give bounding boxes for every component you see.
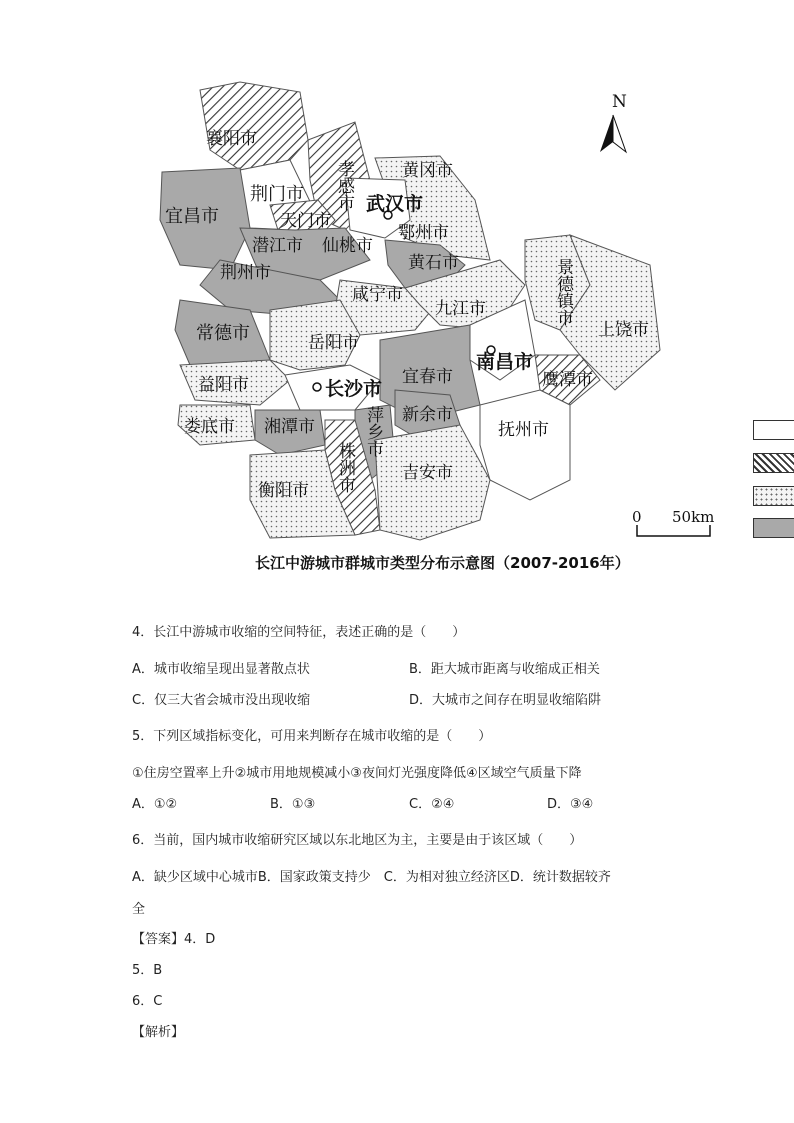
q4-stem: 4．长江中游城市收缩的空间特征，表述正确的是（ ）	[132, 625, 466, 640]
label-yichang: 宜昌市	[165, 206, 219, 227]
legend-hatch	[753, 453, 794, 473]
q4-option-c: C．仅三大省会城市没出现收缩	[132, 693, 311, 708]
city-type-map	[140, 60, 794, 580]
label-loudi: 娄底市	[184, 417, 235, 437]
answer-5: 5．B	[132, 963, 163, 978]
legend-gray	[753, 518, 794, 538]
label-huanggang: 黄冈市	[402, 161, 453, 181]
label-xiantao: 仙桃市	[322, 236, 373, 256]
label-wuhan: 武汉市	[366, 193, 424, 215]
label-tianmen: 天门市	[280, 211, 331, 231]
label-jian: 吉安市	[402, 463, 453, 483]
label-zhuzhou: 株洲市	[335, 442, 355, 493]
q5-stem: 5．下列区域指标变化，可用来判断存在城市收缩的是（ ）	[132, 729, 492, 744]
q5-items: ①住房空置率上升②城市用地规模减小③夜间灯光强度降低④区域空气质量下降	[132, 766, 582, 781]
scale-zero: 0	[632, 508, 642, 526]
q4-option-b: B．距大城市距离与收缩成正相关	[409, 662, 600, 677]
answer-label: 【答案】4．D	[132, 932, 216, 947]
q6-stem: 6．当前，国内城市收缩研究区域以东北地区为主，主要是由于该区域（ ）	[132, 833, 583, 848]
label-jingdezhen: 景德镇市	[553, 258, 573, 326]
label-jingmen: 荆门市	[250, 184, 304, 205]
scale-label: 50km	[672, 508, 715, 526]
q5-option-a: A．①②	[132, 797, 178, 812]
analysis-label: 【解析】	[132, 1025, 185, 1040]
answer-6: 6．C	[132, 994, 163, 1009]
label-jiujiang: 九江市	[435, 299, 486, 319]
region-xiangyang	[200, 82, 308, 170]
q6-options-wrap: 全	[132, 902, 146, 917]
label-fuzhou: 抚州市	[498, 420, 549, 440]
label-hengyang: 衡阳市	[258, 481, 309, 501]
q5-option-b: B．①③	[270, 797, 316, 812]
label-ezhou: 鄂州市	[398, 223, 449, 243]
q5-option-c: C．②④	[409, 797, 455, 812]
label-shangrao: 上饶市	[598, 320, 649, 340]
label-pingxiang: 萍乡市	[363, 406, 383, 457]
label-changde: 常德市	[196, 323, 250, 344]
label-xiangtan: 湘潭市	[264, 417, 315, 437]
q5-option-d: D．③④	[547, 797, 594, 812]
label-changsha: 长沙市	[325, 378, 383, 400]
label-xiangyang: 襄阳市	[206, 129, 257, 149]
map-figure	[140, 60, 794, 560]
scale-bar	[637, 525, 710, 536]
changsha-marker	[313, 383, 321, 391]
legend-white	[753, 420, 794, 440]
label-nanchang: 南昌市	[476, 351, 534, 373]
q4-option-a: A．城市收缩呈现出显著散点状	[132, 662, 310, 677]
label-yingtan: 鹰潭市	[542, 370, 593, 390]
label-yueyang: 岳阳市	[308, 333, 359, 353]
label-jingzhou: 荆州市	[220, 263, 271, 283]
legend-dots	[753, 486, 794, 506]
region-fuzhou	[480, 390, 570, 500]
map-caption: 长江中游城市群城市类型分布示意图（2007-2016年）	[255, 554, 630, 572]
north-label: N	[612, 92, 627, 112]
q4-option-d: D．大城市之间存在明显收缩陷阱	[409, 693, 602, 708]
label-xinyu: 新余市	[402, 405, 453, 425]
label-xiaogan: 孝感市	[334, 160, 354, 211]
label-yiyang: 益阳市	[198, 375, 249, 395]
label-qianjiang: 潜江市	[252, 236, 303, 256]
north-arrow	[600, 92, 627, 152]
label-huangshi: 黄石市	[408, 253, 459, 273]
q6-options: A．缺少区域中心城市B．国家政策支持少 C．为相对独立经济区D．统计数据较齐	[132, 870, 611, 885]
label-xianning: 咸宁市	[352, 285, 403, 305]
label-yichun: 宜春市	[402, 367, 453, 387]
